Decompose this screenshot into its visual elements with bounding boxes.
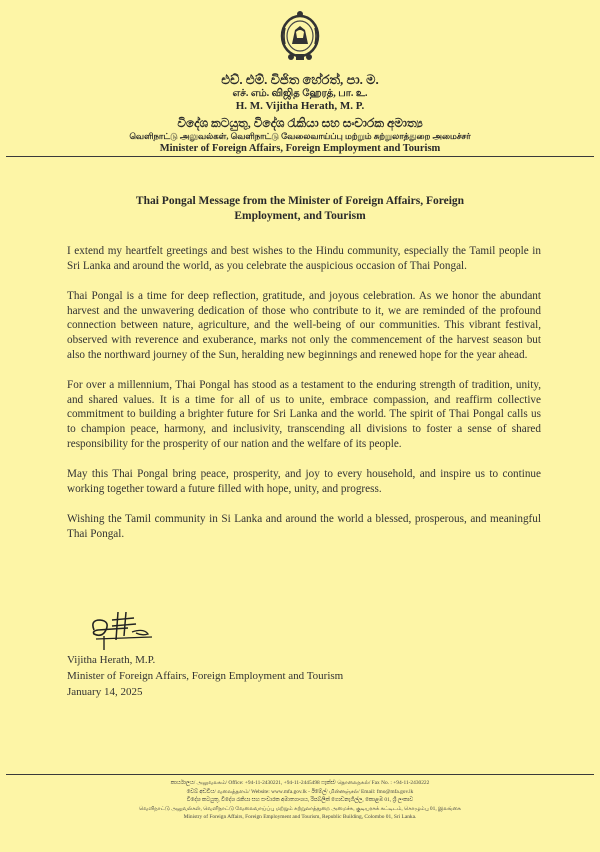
letterhead-divider xyxy=(6,156,594,157)
paragraph-1: I extend my heartfelt greetings and best wishes to the Hindu community, especially the Tamil people in Sri Lanka and around the world, as you celebrate the auspicious occasion of Thai Pongal. xyxy=(67,245,541,272)
footer-contact xyxy=(80,779,520,822)
footer-phone-fax: කාර්යාලය/ அலுவலகம்/ Office: +94-11-2430221, +94-11-2445498 ෆැක්ස්/ தொலைநகல்/ Fax No. : +94-11-2430222 xyxy=(170,780,430,786)
letter-date: January 14, 2025 xyxy=(67,686,143,698)
minister-name-english: H. M. Vijitha Herath, M. P. xyxy=(235,100,365,112)
signature-block xyxy=(67,652,343,700)
message-body xyxy=(67,244,541,558)
paragraph-4: May this Thai Pongal bring peace, prosperity, and joy to every household, and inspire us to continue working together toward a future filled with hope, unity, and progress. xyxy=(67,468,541,495)
paragraph-3: For over a millennium, Thai Pongal has stood as a testament to the enduring strength of tradition, unity, and shared values. It is a time for all of us to unite, embrace compassion, and reaffirm collective commitment to building a brighter future for Sri Lanka and the world. The spirit of Thai Pongal calls us to champion peace, harmony, and inclusivity, transcending all divisions to foster a sense of shared responsibility for the prosperity of our nation and the welfare of its people. xyxy=(67,379,541,450)
footer-address-tamil: வெளிநாட்டு அலுவல்கள், வெளிநாட்டு வேலைவாய்ப்பு மற்றும் சுற்றுலாத்துறை அமைச்சு, குடியரசுக் கட்டிடம், கொழும்பு 01, இலங்கை xyxy=(138,805,462,812)
footer-address-sinhala: විදේශ කටයුතු, විදේශ රැකියා සහ සංචාරක අමාත්‍යාංශය, රිපබ්ලික් ගොඩනැගිල්ල, කොළඹ 01, ශ්‍රී ලංකාව xyxy=(186,797,414,804)
minister-title-sinhala: විදේශ කටයුතු, විදේශ රැකියා සහ සංචාරක අමාත්‍ය xyxy=(177,116,423,130)
handwritten-signature xyxy=(88,606,178,652)
footer-web-email: වෙබ් අඩවිය/ வலைத்தளம்/ Website: www.mfa.gov.lk - ඊමේල්/ மின்னஞ்சல்/ Email: fmo@mfa.gov.lk xyxy=(186,788,414,795)
footer-divider xyxy=(6,774,594,775)
signatory-name: Vijitha Herath, M.P. xyxy=(67,654,156,666)
minister-title-english: Minister of Foreign Affairs, Foreign Employment and Tourism xyxy=(159,143,441,154)
message-heading: Thai Pongal Message from the Minister of Foreign Affairs, Foreign Employment, and Tourism xyxy=(135,195,465,222)
signatory-title: Minister of Foreign Affairs, Foreign Employment and Tourism xyxy=(67,670,344,682)
paragraph-2: Thai Pongal is a time for deep reflection, gratitude, and joyous celebration. As we honor the abundant harvest and the unwavering dedication of those who contribute to it, we are reminded of the profound connection between nature, agriculture, and the well-being of our communities. This vibrant festival, observed with reverence and exuberance, marks not only the commencement of the harvest season but also the northward journey of the Sun, heralding new beginnings and renewed hope for the year ahead. xyxy=(67,290,541,361)
paragraph-5: Wishing the Tamil community in Si Lanka and around the world a blessed, prosperous, and meaningful Thai Pongal. xyxy=(67,513,541,540)
sri-lanka-emblem-icon xyxy=(277,8,323,66)
footer-address-english: Ministry of Foreign Affairs, Foreign Employment and Tourism, Republic Building, Colombo 01, Sri Lanka. xyxy=(183,814,417,821)
minister-title-tamil: வெளிநாட்டு அலுவல்கள், வெளிநாட்டு வேலைவாய்ப்பு மற்றும் சுற்றுலாத்துறை அமைச்சர் xyxy=(129,131,471,141)
letterhead xyxy=(0,8,600,155)
minister-name-tamil: எச். எம். விஜித ஹேரத், பா. உ. xyxy=(232,88,368,99)
minister-name-sinhala: එච්. එම්. විජිත හේරත්, පා. ම. xyxy=(221,72,379,87)
